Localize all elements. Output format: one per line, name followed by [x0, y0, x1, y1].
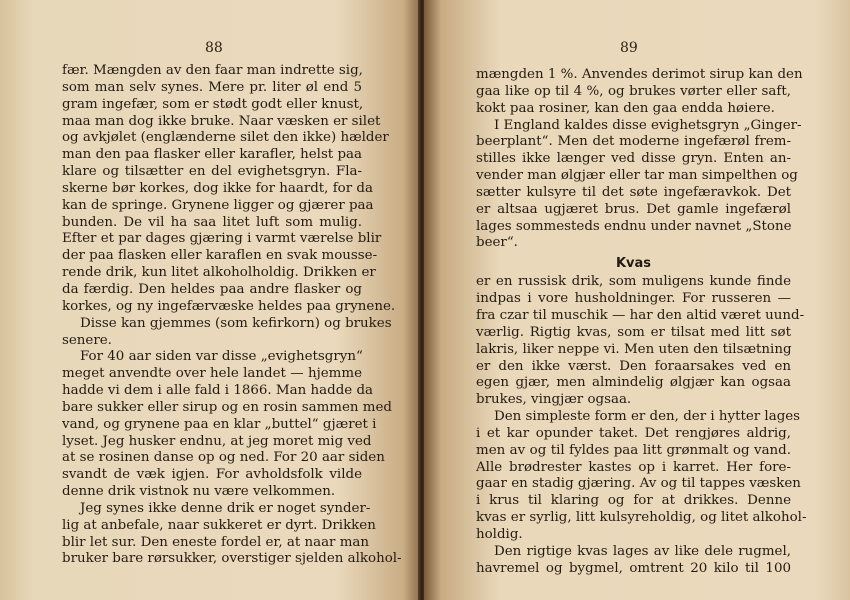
text-line: i et kar opunder taket. Det rengjøres aldrig, — [476, 425, 791, 441]
text-line: gaa like op til 4 %, og brukes vørter eller saft, — [476, 83, 791, 99]
text-line: havremel og bygmel, omtrent 20 kilo til 100 — [476, 560, 791, 576]
text-line: holdig. — [476, 526, 523, 542]
text-line: bruker bare rørsukker, overstiger sjelden alkohol- — [62, 551, 402, 567]
page-number: 89 — [620, 40, 638, 56]
text-line: er den ikke værst. Den foraarsakes ved en — [476, 358, 791, 374]
page-number: 88 — [205, 40, 223, 56]
text-line: men av og til fyldes paa litt grønmalt og vand. — [476, 442, 791, 458]
text-line: meget anvendte over hele landet — hjemme — [62, 366, 362, 382]
text-line: korkes, og ny ingefærvæske heldes paa grynene. — [62, 298, 396, 314]
text-line: fra czar til muschik — har den altid været uund- — [476, 307, 805, 323]
text-line: hadde vi dem i alle fald i 1866. Man hadde da — [62, 383, 373, 399]
text-line: lyset. Jeg husker endnu, at jeg moret mig ved — [62, 433, 372, 449]
text-line: er altsaa ugjæret brus. Det gamle ingefærøl — [476, 201, 791, 217]
left-page — [0, 0, 420, 600]
section-heading: Kvas — [615, 256, 652, 272]
text-line: fær. Mængden av den faar man indrette sig, — [62, 63, 363, 78]
text-line: brukes, vingjær ogsaa. — [476, 392, 632, 408]
text-line: I England kaldes disse evighetsgryn „Ginger- — [494, 117, 802, 133]
text-line: man den paa flasker eller karafler, helst paa — [62, 147, 362, 163]
text-line: Disse kan gjemmes (som kefirkorn) og brukes — [80, 315, 392, 331]
text-line: gram ingefær, som er stødt godt eller knust, — [62, 96, 364, 112]
text-line: da færdig. Den heldes paa andre flasker og — [62, 281, 362, 297]
text-line: lig at anbefale, naar sukkeret er dyrt. Drikken — [62, 517, 376, 533]
text-block-before-heading — [476, 67, 803, 252]
text-line: vender man ølgjær eller tar man simpelthen og — [476, 168, 798, 184]
text-line: egen gjær, men almindelig ølgjær kan ogsaa — [476, 375, 791, 391]
text-line: skerne bør korkes, dog ikke for haardt, for da — [62, 180, 373, 196]
text-line: gaar en stadig gjæring. Av og til tappes væsken — [476, 476, 801, 492]
text-line: Den simpleste form er den, der i hytter lages — [494, 409, 801, 425]
text-line: Efter et par dages gjæring i varmt værelse blir — [62, 231, 382, 247]
text-line: senere. — [62, 332, 112, 348]
text-line: kvas er syrlig, litt kulsyreholdig, og litet alkohol- — [476, 510, 807, 526]
text-line: beerplant“. Men det moderne ingefærøl frem- — [476, 134, 791, 150]
text-line: bare sukker eller sirup og en rosin sammen med — [62, 399, 392, 415]
text-line: klare og tilsætter en del evighetsgryn. Fla- — [62, 164, 362, 180]
text-line: kokt paa rosiner, kan den gaa endda høiere. — [476, 100, 775, 116]
text-line: Den rigtige kvas lages av like dele rugmel, — [494, 543, 791, 559]
text-line: stilles ikke længer ved disse gryn. Enten an- — [476, 151, 791, 167]
text-line: og avkjølet (englænderne silet den ikke) hælder — [62, 130, 389, 146]
text-line: rende drik, kun litet alkoholholdig. Drikken er — [62, 265, 376, 281]
text-line: mængden 1 %. Anvendes derimot sirup kan den — [476, 67, 803, 82]
text-line: bunden. De vil ha saa litet luft som mulig. — [62, 214, 362, 230]
text-line: Jeg synes ikke denne drik er noget synder- — [80, 500, 371, 516]
text-line: i krus til klaring og for at drikkes. Denne — [476, 493, 791, 509]
text-block-after-heading — [476, 274, 807, 577]
text-line: For 40 aar siden var disse „evighetsgryn“ — [80, 349, 363, 365]
right-page — [424, 0, 850, 600]
text-line: lages sommesteds endnu under navnet „Stone — [476, 218, 792, 234]
text-line: sætter kulsyre til det søte ingefæravkok. Det — [476, 184, 791, 200]
text-line: som man selv synes. Mere pr. liter øl end 5 — [62, 79, 362, 95]
text-line: at se rosinen danse op og ned. For 20 aar siden — [62, 450, 385, 466]
page-body-text — [62, 63, 402, 568]
text-line: der paa flasken eller karaflen en svak mousse- — [62, 248, 378, 264]
text-line: kan de springe. Grynene ligger og gjærer paa — [62, 197, 374, 213]
text-line: Alle brødrester kastes op i karret. Her fore- — [476, 459, 791, 475]
text-line: indpas i vore husholdninger. For russeren — — [476, 291, 791, 307]
text-line: værlig. Rigtig kvas, som er tilsat med litt søt — [476, 324, 791, 340]
text-line: vand, og grynene paa en klar „buttel“ gjæret i — [62, 416, 377, 432]
text-line: beer“. — [476, 235, 518, 251]
text-line: maa man dog ikke bruke. Naar væsken er silet — [62, 113, 381, 129]
page-body-text — [476, 67, 807, 577]
text-line: denne drik vistnok nu være velkommen. — [62, 484, 336, 500]
text-line: er en russisk drik, som muligens kunde finde — [476, 274, 791, 290]
text-line: blir let sur. Den eneste fordel er, at naar man — [62, 534, 370, 550]
text-line: svandt de væk igjen. For avholdsfolk vilde — [62, 467, 362, 483]
text-line: lakris, liker neppe vi. Men uten den tilsætning — [476, 341, 792, 357]
